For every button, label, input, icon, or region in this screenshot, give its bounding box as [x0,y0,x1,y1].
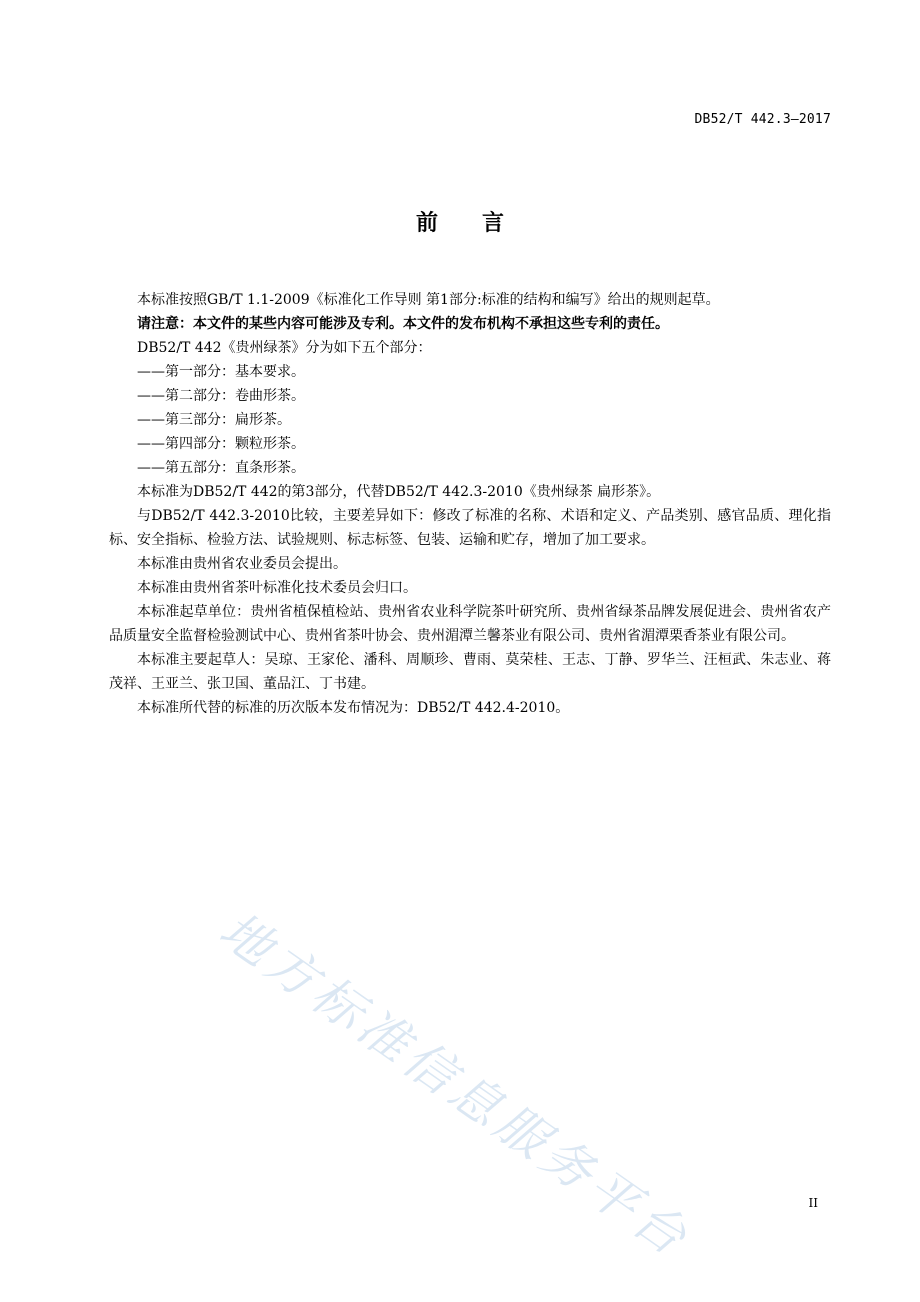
paragraph-drafters: 本标准主要起草人：吴琼、王家伦、潘科、周顺珍、曹雨、莫荣桂、王志、丁静、罗华兰、汪桓武、朱志业、蒋茂祥、王亚兰、张卫国、董品江、丁书建。 [109,652,831,692]
paragraph-parts-intro: DB52/T 442《贵州绿茶》分为如下五个部分： [137,340,432,356]
paragraph-drafting-units: 本标准起草单位：贵州省植保植检站、贵州省农业科学院茶叶研究所、贵州省绿茶品牌发展促进会、贵州省农产品质量安全监督检验测试中心、贵州省茶叶协会、贵州湄潭兰馨茶业有限公司、贵州省湄潭栗香茶业有限公司。 [109,604,831,644]
list-item-part-1: ——第一部分：基本要求。 [137,364,305,380]
paragraph-proposer: 本标准由贵州省农业委员会提出。 [137,556,347,572]
paragraph-centralized-by: 本标准由贵州省茶叶标准化技术委员会归口。 [137,580,417,596]
watermark: 地方标准信息服务平台 [209,900,702,1270]
list-item-part-4: ——第四部分：颗粒形茶。 [137,436,305,452]
paragraph-drafting-rules: 本标准按照GB/T 1.1-2009《标准化工作导则 第1部分:标准的结构和编写》给出的规则起草。 [137,292,720,308]
list-item-part-3: ——第三部分：扁形茶。 [137,412,291,428]
page-number: II [808,1196,818,1210]
document-code: DB52/T 442.3—2017 [694,112,831,127]
list-item-part-5: ——第五部分：直条形茶。 [137,460,305,476]
paragraph-replacement: 本标准为DB52/T 442的第3部分，代替DB52/T 442.3-2010《贵州绿茶 扁形茶》。 [137,484,661,500]
paragraph-differences: 与DB52/T 442.3-2010比较，主要差异如下：修改了标准的名称、术语和定义、产品类别、感官品质、理化指标、安全指标、检验方法、试验规则、标志标签、包装、运输和贮存，增加了加工要求。 [109,508,831,548]
paragraph-previous-versions: 本标准所代替的标准的历次版本发布情况为：DB52/T 442.4-2010。 [137,700,570,716]
page-title: 前言 [415,211,548,236]
paragraph-patent-notice: 请注意：本文件的某些内容可能涉及专利。本文件的发布机构不承担这些专利的责任。 [137,316,669,332]
foreword-body [109,288,831,720]
list-item-part-2: ——第二部分：卷曲形茶。 [137,388,305,404]
